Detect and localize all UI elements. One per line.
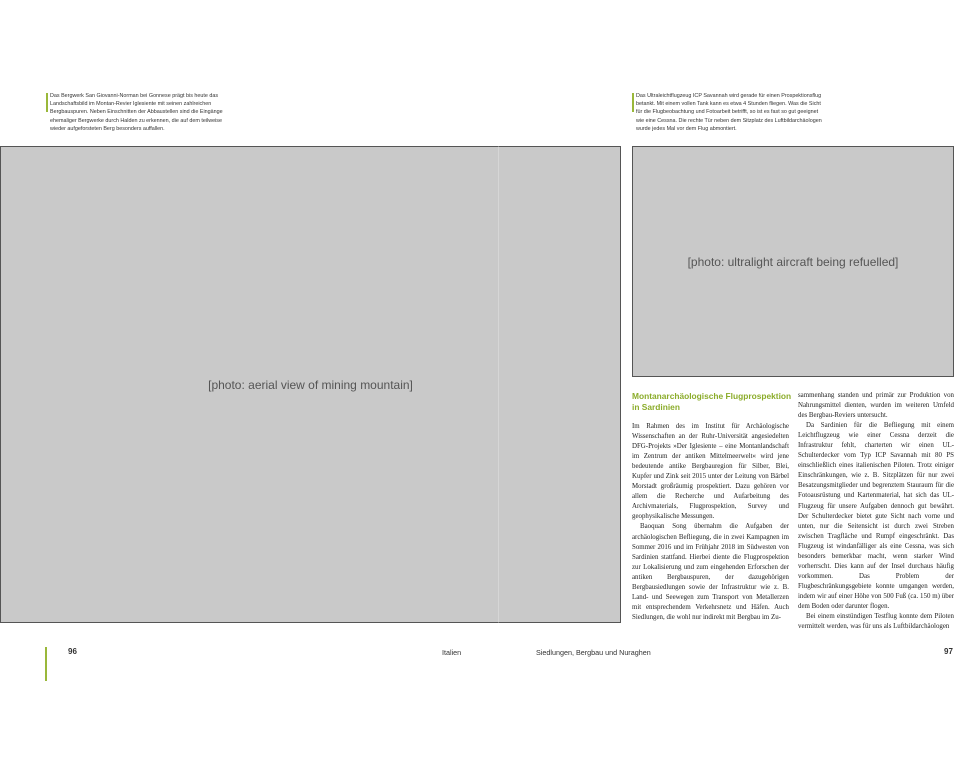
aircraft-photo — [632, 146, 954, 377]
text-column-1 — [632, 422, 789, 623]
page-number-left: 96 — [68, 647, 77, 656]
page-gutter — [498, 146, 499, 623]
paragraph: Bei einem einstündigen Testflug konnte dem Piloten vermittelt werden, was für uns als Luftbildarchäologen — [798, 613, 954, 631]
footer-accent-rule — [45, 647, 47, 681]
caption-right: Das Ultraleichtflugzeug ICP Savannah wird gerade für einen Prospektionsflug betankt. Mit einem vollen Tank kann es etwa 4 Stunden fliegen. Was die Sicht für die Flugbeobachtung und Fotoarbeit betrifft, so ist es fast so gut geeignet wie eine Cessna. Die rechte Tür neben dem Sitzplatz des Luftbildarchäologen wurde jedes Mal vor dem Flug abmontiert. — [632, 92, 826, 133]
aerial-photo-mountain — [0, 146, 621, 623]
paragraph: Da Sardinien für die Befliegung mit einem Leichtflugzeug wie einer Cessna derzeit die Infrastruktur fehlt, charterten wir einen UL-Schulterdecker vom Typ ICP Savannah mit 80 PS einschließlich eines italienischen Piloten. Trotz einiger Einschränkungen, wie z. B. Sitzplätzen für nur zwei Besatzungsmitglieder und begrenztem Stauraum für die Fotoausrüstung und Kartenmaterial, hat sich das UL-Flugzeug für unsere Aufgaben dennoch gut bewährt. Der Schulterdecker bietet gute Sicht nach vorne und unten, nur die Seitensicht ist durch zwei Streben zwischen Tragfläche und Rumpf eingeschränkt. Das Flugzeug ist windanfälliger als eine Cessna, was sich besonders bemerkbar macht, wenn starker Wind vorherrscht. Dies kann auf der Insel durchaus häufig vorkommen. Das Problem der Flugbeschränkungsgebiete konnte umgangen werden, indem wir auf einer Höhe von 500 Fuß (ca. 150 m) über dem Boden oder darunter flogen. — [798, 422, 954, 610]
page-number-right: 97 — [944, 647, 953, 656]
caption-left: Das Bergwerk San Giovanni-Norman bei Gonnese prägt bis heute das Landschaftsbild im Montan-Revier Iglesiente mit seinen zahlreichen Bergbauspuren. Neben Einschnitten der Abbaustellen sind die Eingänge ehemaliger Bergwerke durch Halden zu erkennen, die auf dem teilweise wieder aufgeforsteten Berg besonders auffallen. — [46, 92, 235, 133]
running-head-right: Siedlungen, Bergbau und Nuraghen — [536, 648, 651, 657]
paragraph: Baoquan Song übernahm die Aufgaben der archäologischen Befliegung, die in zwei Kampagnen im Sommer 2016 und im Frühjahr 2018 im Südwesten von Sardinien stattfand. Hierbei diente die Flugprospektion zur Lokalisierung und zum eingehenden Erforschen der antiken Bergbauspuren, der dazugehörigen Bergbausiedlungen sowie der Infrastruktur wie z. B. Land- und Seewegen zum Transport von Metallerzen mit entsprechendem Verkehrsnetz und Häfen. Auch Siedlungen, die wohl nur indirekt mit Bergbau im Zu- — [632, 523, 789, 621]
running-head-left: Italien — [442, 648, 462, 657]
section-heading: Montanarchäologische Flugprospektion in Sardinien — [632, 391, 792, 412]
text-column-2 — [798, 391, 954, 632]
photo-right-label: [photo: ultralight aircraft being refuelled] — [687, 254, 899, 269]
photo-left-label: [photo: aerial view of mining mountain] — [208, 377, 413, 392]
paragraph: Im Rahmen des im Institut für Archäologische Wissenschaften an der Ruhr-Universität angesiedelten DFG-Projekts »Der Iglesiente – eine Montanlandschaft im Zentrum der antiken Mittelmeerwelt« wird jene bedeutende antike Bergbauregion für Silber, Blei, Kupfer und Zink seit 2015 unter der Leitung von Bärbel Morstadt großräumig prospektiert. Dazu gehören vor allem die Recherche und Aufarbeitung des Archivmaterials, Flugprospektion, Survey und geophysikalische Messungen. — [632, 423, 789, 521]
paragraph: sammenhang standen und primär zur Produktion von Nahrungsmittel dienten, wurden im weiteren Umfeld des Bergbau-Reviers untersucht. — [798, 392, 954, 420]
